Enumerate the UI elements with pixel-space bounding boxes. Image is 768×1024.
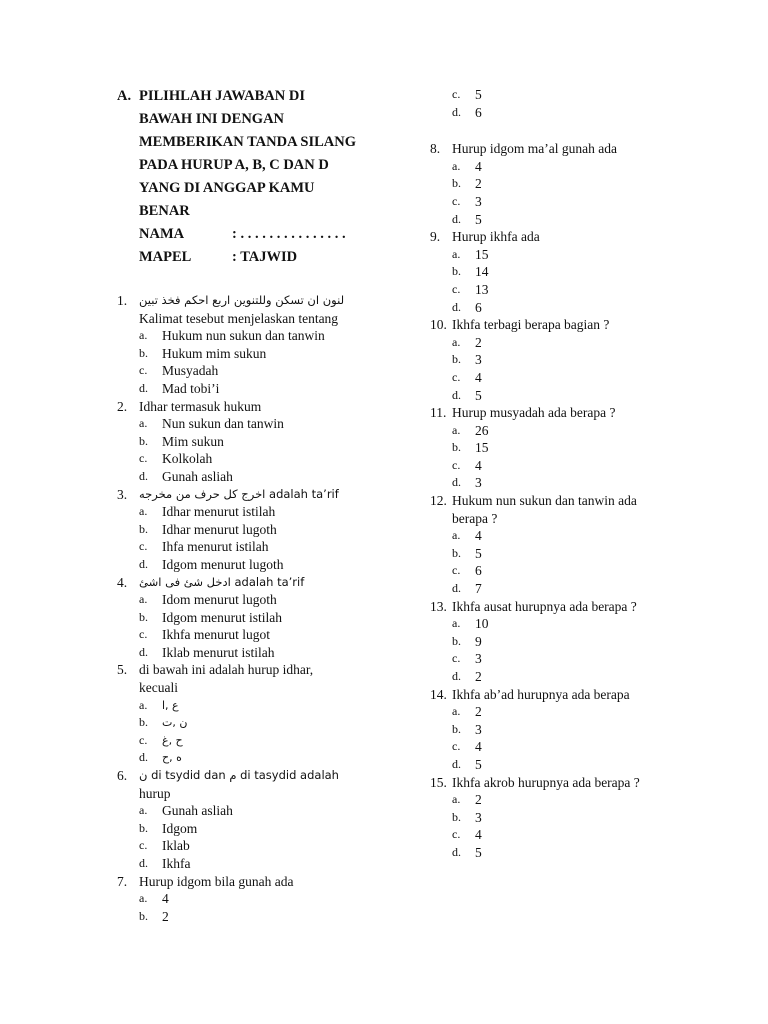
option-text: 6 [475, 104, 482, 120]
mapel-label: MAPEL [139, 249, 192, 265]
option-text: 4 [475, 739, 482, 755]
option-text: 5 [475, 844, 482, 860]
answer-option[interactable] [117, 521, 387, 539]
option-text: 4 [475, 528, 482, 544]
question-number: 14. [430, 686, 447, 702]
option-letter: a. [452, 528, 461, 543]
answer-option[interactable] [117, 820, 387, 838]
option-letter: d. [139, 644, 148, 659]
option-text: 2 [475, 669, 482, 684]
option-letter: c. [452, 739, 461, 754]
option-text: 3 [475, 193, 482, 209]
answer-option[interactable] [117, 749, 387, 767]
answer-option[interactable] [430, 175, 700, 193]
question-text: kecuali [139, 680, 178, 696]
question-4 [117, 574, 387, 662]
question-number: 15. [430, 774, 447, 790]
answer-option[interactable] [430, 104, 700, 122]
instruction-line [117, 108, 417, 131]
option-letter: c. [139, 451, 148, 466]
question-line [430, 686, 700, 704]
answer-option[interactable] [117, 644, 387, 662]
option-text: Musyadah [162, 363, 219, 379]
answer-option[interactable] [117, 609, 387, 627]
option-text: 14 [475, 264, 489, 280]
option-text: Idhar menurut istilah [162, 504, 276, 520]
option-letter: d. [139, 556, 148, 571]
instruction-text: PILIHLAH JAWABAN DI [139, 88, 305, 104]
question-text: لنون ان تسکن وللتنوين اربع احكم فخذ تبين [139, 293, 345, 307]
option-letter: d. [452, 299, 461, 314]
option-letter: c. [139, 838, 148, 853]
option-letter: b. [139, 345, 148, 360]
option-text: 7 [475, 581, 482, 597]
question-13 [430, 598, 700, 686]
option-letter: a. [452, 158, 461, 173]
option-letter: c. [452, 369, 461, 384]
option-text: 6 [475, 299, 482, 315]
question-number: 8. [430, 141, 441, 157]
option-text: 5 [475, 756, 482, 772]
question-line [430, 774, 700, 792]
answer-option[interactable] [430, 387, 700, 405]
option-text: 3 [475, 651, 482, 667]
question-text: ن di tsydid dan م di tasydid adalah [139, 768, 339, 783]
question-line [117, 486, 387, 504]
question-line [430, 140, 700, 158]
answer-option[interactable] [430, 844, 700, 862]
instruction-line [117, 131, 417, 154]
option-text: Idgom [162, 820, 198, 836]
answer-option[interactable] [430, 158, 700, 176]
option-text: 2 [475, 704, 482, 720]
question-8 [430, 140, 700, 228]
nama-row [117, 223, 417, 246]
option-letter: b. [452, 545, 461, 560]
question-number: 4. [117, 574, 128, 590]
question-9 [430, 228, 700, 316]
option-text: 4 [475, 369, 482, 385]
option-letter: c. [452, 563, 461, 578]
question-text: Ikhfa ab’ad hurupnya ada berapa [452, 686, 630, 702]
option-letter: a. [139, 328, 148, 343]
answer-option[interactable] [430, 351, 700, 369]
question-line [117, 661, 387, 679]
instruction-text: MEMBERIKAN TANDA SILANG [139, 134, 356, 150]
left-column [117, 292, 387, 925]
answer-option[interactable] [430, 246, 700, 264]
answer-option[interactable] [430, 562, 700, 580]
question-line [117, 574, 387, 592]
question-number: 11. [430, 405, 447, 421]
option-text: 3 [475, 475, 482, 491]
option-text: 5 [475, 87, 482, 102]
answer-option[interactable] [430, 211, 700, 229]
option-text: 15 [475, 246, 489, 262]
answer-option[interactable] [430, 193, 700, 211]
option-letter: a. [452, 704, 461, 719]
option-text: ه ,ح [162, 751, 182, 765]
option-text: 5 [475, 211, 482, 227]
answer-option[interactable] [117, 468, 387, 486]
instruction-text: BAWAH INI DENGAN [139, 111, 285, 127]
answer-option[interactable] [430, 791, 700, 809]
question-1 [117, 292, 387, 398]
answer-option[interactable] [430, 422, 700, 440]
answer-option[interactable] [430, 299, 700, 317]
answer-option[interactable] [430, 809, 700, 827]
option-letter: d. [139, 750, 148, 765]
question-number: 3. [117, 486, 128, 502]
question-number: 2. [117, 398, 128, 414]
instruction-text: PADA HURUP A, B, C DAN D [139, 157, 329, 173]
question-text: di bawah ini adalah hurup idhar, [139, 662, 314, 678]
answer-option[interactable] [117, 732, 387, 750]
option-letter: a. [139, 416, 148, 431]
option-letter: d. [452, 475, 461, 490]
option-letter: c. [452, 281, 461, 296]
question-line [117, 310, 387, 328]
option-letter: a. [139, 592, 148, 607]
option-text: 3 [475, 352, 482, 368]
option-letter: b. [452, 352, 461, 367]
option-letter: d. [452, 581, 461, 596]
question-15 [430, 774, 700, 862]
option-text: Hukum nun sukun dan tanwin [162, 328, 325, 344]
option-text: 6 [475, 563, 482, 579]
option-letter: b. [139, 908, 148, 923]
question-5 [117, 661, 387, 767]
option-text: ع ,ا [162, 698, 179, 712]
answer-option[interactable] [117, 380, 387, 398]
answer-option[interactable] [117, 837, 387, 855]
option-text: 4 [475, 158, 482, 174]
option-letter: a. [139, 803, 148, 818]
option-letter: d. [452, 844, 461, 859]
option-letter: b. [452, 721, 461, 736]
option-letter: d. [139, 380, 148, 395]
answer-option[interactable] [430, 334, 700, 352]
option-letter: a. [139, 891, 148, 906]
question-text: Ikhfa ausat hurupnya ada berapa ? [452, 598, 637, 614]
answer-option[interactable] [430, 439, 700, 457]
option-letter: c. [139, 732, 148, 747]
option-text: 13 [475, 281, 489, 297]
option-letter: d. [452, 211, 461, 226]
right-column [430, 86, 700, 862]
option-letter: d. [452, 104, 461, 119]
option-text: Ihfa menurut istilah [162, 539, 269, 555]
question-text: Idhar termasuk hukum [139, 398, 262, 414]
option-text: 2 [475, 334, 482, 350]
option-text: 5 [475, 545, 482, 561]
question-line [117, 767, 387, 785]
option-text: Mad tobi’i [162, 380, 220, 396]
question-number: 12. [430, 493, 447, 509]
instruction-line [117, 200, 417, 223]
instruction-line [117, 85, 417, 108]
option-letter: c. [452, 193, 461, 208]
option-text: Idgom menurut lugoth [162, 556, 284, 572]
answer-option[interactable] [117, 697, 387, 715]
option-text: 15 [475, 440, 489, 456]
instruction-text: YANG DI ANGGAP KAMU [139, 180, 315, 196]
option-letter: d. [452, 669, 461, 683]
answer-option[interactable] [117, 591, 387, 609]
option-letter: b. [452, 440, 461, 455]
option-letter: c. [452, 457, 461, 472]
answer-option[interactable] [117, 890, 387, 908]
option-text: Iklab menurut istilah [162, 644, 275, 660]
question-number: 1. [117, 293, 128, 308]
answer-option[interactable] [430, 527, 700, 545]
answer-option[interactable] [430, 580, 700, 598]
answer-option[interactable] [117, 345, 387, 363]
option-letter: b. [139, 820, 148, 835]
option-letter: d. [139, 468, 148, 483]
answer-option[interactable] [430, 703, 700, 721]
instruction-line [117, 154, 417, 177]
question-text: Hurup ikhfa ada [452, 229, 540, 245]
question-number: 7. [117, 873, 128, 889]
answer-option[interactable] [430, 633, 700, 651]
instruction-text: BENAR [139, 203, 190, 219]
option-letter: a. [452, 616, 461, 631]
question-text: Ikhfa akrob hurupnya ada berapa ? [452, 774, 640, 790]
option-text: 3 [475, 809, 482, 825]
question-7 [430, 86, 700, 121]
option-text: Mim sukun [162, 433, 224, 449]
answer-option[interactable] [430, 86, 700, 104]
option-text: Hukum mim sukun [162, 345, 267, 361]
question-7 [117, 873, 387, 926]
question-text: Hukum nun sukun dan tanwin ada [452, 493, 637, 509]
nama-field[interactable]: : . . . . . . . . . . . . . . . [232, 226, 346, 242]
question-3 [117, 486, 387, 574]
option-letter: b. [452, 809, 461, 824]
answer-option[interactable] [430, 756, 700, 774]
option-letter: c. [452, 651, 461, 666]
question-10 [430, 316, 700, 404]
question-text: Hurup idgom ma’al gunah ada [452, 141, 617, 157]
option-text: 5 [475, 387, 482, 403]
question-text: hurup [139, 785, 171, 801]
option-letter: c. [452, 87, 461, 101]
option-letter: b. [452, 633, 461, 648]
question-line [430, 598, 700, 616]
answer-option[interactable] [430, 457, 700, 475]
option-text: 9 [475, 633, 482, 649]
option-letter: a. [452, 334, 461, 349]
option-letter: d. [139, 856, 148, 870]
option-letter: a. [139, 504, 148, 519]
spacer [430, 121, 700, 140]
answer-option[interactable] [430, 721, 700, 739]
answer-option[interactable] [117, 802, 387, 820]
question-12 [430, 492, 700, 598]
option-text: 4 [162, 891, 169, 907]
option-letter: c. [139, 627, 148, 642]
option-text: ن ,ت [162, 716, 188, 730]
option-letter: b. [452, 264, 461, 279]
option-text: 4 [475, 827, 482, 843]
question-line [117, 873, 387, 891]
question-line [430, 404, 700, 422]
question-text: ادخل شئ فى اشئ adalah ta’rif [139, 574, 305, 589]
answer-option[interactable] [430, 281, 700, 299]
answer-option[interactable] [430, 738, 700, 756]
answer-option[interactable] [430, 826, 700, 844]
option-letter: b. [139, 433, 148, 448]
answer-option[interactable] [430, 545, 700, 563]
answer-option[interactable] [117, 433, 387, 451]
answer-option[interactable] [117, 556, 387, 574]
question-line [117, 398, 387, 416]
option-text: Iklab [162, 838, 190, 854]
question-number: 5. [117, 662, 128, 678]
answer-option[interactable] [430, 474, 700, 492]
option-letter: d. [452, 756, 461, 771]
question-text: Kalimat tesebut menjelaskan tentang [139, 310, 339, 326]
option-text: ح ,غ [162, 733, 183, 747]
question-14 [430, 686, 700, 774]
question-6 [117, 767, 387, 873]
answer-option[interactable] [117, 415, 387, 433]
answer-option[interactable] [117, 626, 387, 644]
answer-option[interactable] [117, 714, 387, 732]
instructions-header [117, 85, 417, 269]
answer-option[interactable] [430, 668, 700, 686]
mapel-row [117, 246, 417, 269]
option-text: 4 [475, 457, 482, 473]
question-number: 10. [430, 317, 447, 333]
answer-option[interactable] [117, 538, 387, 556]
option-letter: c. [452, 827, 461, 842]
option-letter: b. [139, 715, 148, 730]
question-text: Hurup musyadah ada berapa ? [452, 405, 616, 421]
answer-option[interactable] [117, 855, 387, 873]
option-letter: c. [139, 539, 148, 554]
answer-option[interactable] [430, 263, 700, 281]
answer-option[interactable] [430, 369, 700, 387]
option-text: 2 [475, 176, 482, 192]
option-text: Kolkolah [162, 451, 213, 467]
option-text: Gunah asliah [162, 803, 233, 819]
question-text: اخرج كل حرف من مخرجه adalah ta’rif [139, 486, 339, 501]
option-text: 10 [475, 616, 489, 632]
option-text: Gunah asliah [162, 468, 233, 484]
option-letter: b. [139, 521, 148, 536]
option-letter: a. [139, 697, 148, 712]
answer-option[interactable] [430, 650, 700, 668]
instruction-line [117, 177, 417, 200]
question-number: 13. [430, 598, 447, 614]
nama-label: NAMA [139, 226, 185, 242]
question-line [430, 510, 700, 528]
question-text: Hurup idgom bila gunah ada [139, 873, 294, 889]
option-letter: c. [139, 363, 148, 378]
answer-option[interactable] [117, 362, 387, 380]
option-text: Idhar menurut lugoth [162, 521, 277, 537]
option-letter: d. [452, 387, 461, 402]
answer-option[interactable] [117, 450, 387, 468]
question-text: berapa ? [452, 510, 498, 526]
option-text: Nun sukun dan tanwin [162, 416, 284, 432]
option-text: 2 [475, 792, 482, 808]
answer-option[interactable] [117, 503, 387, 521]
question-line [430, 492, 700, 510]
option-letter: a. [452, 422, 461, 437]
question-number: 9. [430, 229, 441, 245]
option-letter: a. [452, 246, 461, 261]
option-text: 2 [162, 908, 169, 924]
option-text: 3 [475, 721, 482, 737]
question-line [117, 292, 387, 310]
question-line [430, 316, 700, 334]
question-text: Ikhfa terbagi berapa bagian ? [452, 317, 610, 333]
question-line [117, 679, 387, 697]
option-letter: b. [452, 176, 461, 191]
question-11 [430, 404, 700, 492]
answer-option[interactable] [117, 327, 387, 345]
option-letter: a. [452, 792, 461, 807]
question-number: 6. [117, 768, 128, 784]
option-text: Idgom menurut istilah [162, 609, 282, 625]
answer-option[interactable] [430, 615, 700, 633]
option-text: Ikhfa menurut lugot [162, 627, 270, 643]
question-line [117, 785, 387, 803]
option-letter: b. [139, 609, 148, 624]
section-label: A. [117, 88, 132, 104]
question-2 [117, 398, 387, 486]
question-line [430, 228, 700, 246]
option-text: 26 [475, 422, 489, 438]
answer-option[interactable] [117, 908, 387, 926]
option-text: Ikhfa [162, 856, 191, 871]
mapel-value: : TAJWID [232, 249, 298, 265]
option-text: Idom menurut lugoth [162, 592, 277, 608]
